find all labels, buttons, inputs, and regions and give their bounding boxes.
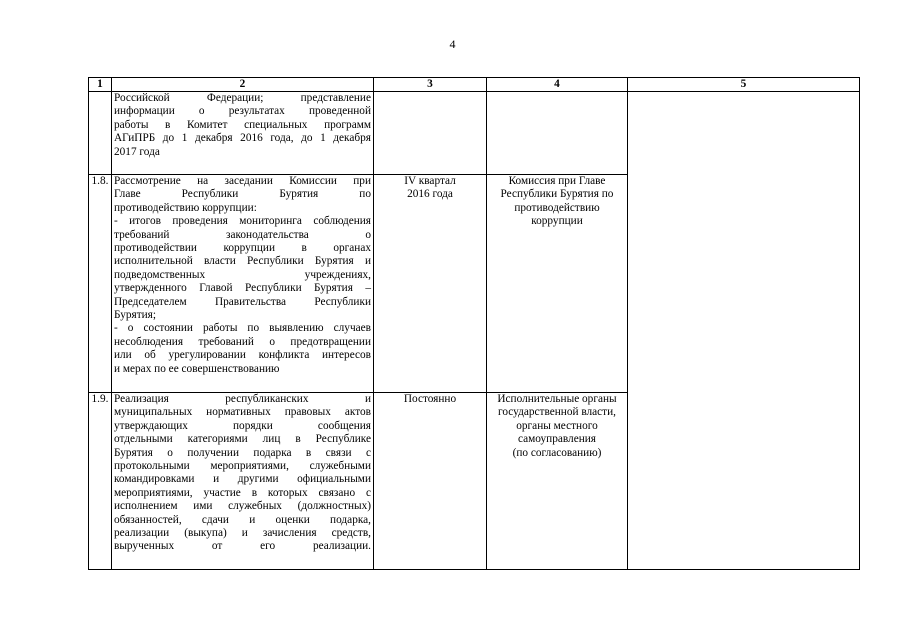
measure-text [112,393,374,570]
measure-text [112,92,374,175]
text-line: командировками и другими официальными [114,473,371,486]
executor-line: (по согласованию) [512,446,602,459]
text-line: несоблюдения требований о предотвращении [114,335,371,348]
table-row [89,92,860,175]
executor-line: коррупции [531,215,583,228]
term-line: IV квартал [404,175,456,187]
text-line: Главе Республики Бурятия по [114,188,371,201]
text-line: противодействию коррупции: [114,201,257,214]
text-line: Бурятия; [114,309,157,322]
text-line: АГиПРБ до 1 декабря 2016 года, до 1 декабря [114,132,371,145]
text-line: муниципальных нормативных правовых актов [114,406,371,419]
text-line: утвержденного Главой Республики Бурятия – [114,282,371,295]
executor-cell [487,393,628,570]
term-line: Постоянно [403,393,457,405]
text-line: реализации (выкупа) и зачисления средств, [114,527,371,540]
text-line: и мерах по ее совершенствованию [114,362,280,375]
text-line: Председателем Правительства Республики [114,295,371,308]
text-line: Рассмотрение на заседании Комиссии при [114,175,371,187]
text-line: или об урегулировании конфликта интересов [114,349,371,362]
header-cell-4: 4 [487,78,628,92]
text-line: работы в Комитет специальных программ [114,118,371,131]
row-number: 1.8. [89,175,112,393]
executor-line: Исполнительные органы [497,393,617,405]
text-line: протокольными мероприятиями, служебными [114,460,371,473]
executor-line: органы местного [516,419,598,432]
text-line: исполнением ими служебных (должностных) [114,500,371,513]
text-line: Российской Федерации; представление [114,92,371,104]
text-line: вырученных от его реализации. [114,540,371,553]
text-line: 2017 года [114,145,160,158]
term-cell [374,175,487,393]
text-line: исполнительной власти Республики Бурятия и [114,255,371,268]
row-number: 1.9. [89,393,112,570]
executor-line: самоуправления [517,433,596,446]
text-line: утверждающих порядки сообщения [114,419,371,432]
executor-cell [487,92,628,175]
text-line: информации о результатах проведенной [114,105,371,118]
text-line: подведомственных учреждениях, [114,268,371,281]
term-line: 2016 года [407,188,453,201]
term-cell [374,92,487,175]
text-line: противодействии коррупции в органах [114,242,371,255]
executor-line: Комиссия при Главе [508,175,606,187]
executor-cell [487,175,628,393]
plan-table [88,77,860,570]
text-line: - о состоянии работы по выявлению случаев [114,322,371,335]
text-line: Бурятия о получении подарка в связи с [114,446,371,459]
header-cell-2: 2 [112,78,374,92]
header-cell-1: 1 [89,78,112,92]
text-line: Реализация республиканских и [114,393,371,405]
row-number [89,92,112,175]
text-line: - итогов проведения мониторинга соблюдения [114,215,371,228]
header-cell-3: 3 [374,78,487,92]
text-line: мероприятиями, участие в которых связано с [114,486,371,499]
term-cell [374,393,487,570]
header-cell-5: 5 [628,78,860,92]
executor-line: Республики Бурятия по [500,188,614,201]
note-cell [628,92,860,570]
page-number: 4 [449,37,456,51]
text-line: отдельными категориями лиц в Республике [114,433,371,446]
executor-line: государственной власти, [498,406,616,419]
table-header-row [89,78,860,92]
executor-line: противодействию [514,201,600,214]
measure-text [112,175,374,393]
text-line: обязанностей, сдачи и оценки подарка, [114,513,371,526]
text-line: требований законодательства о [114,228,371,241]
